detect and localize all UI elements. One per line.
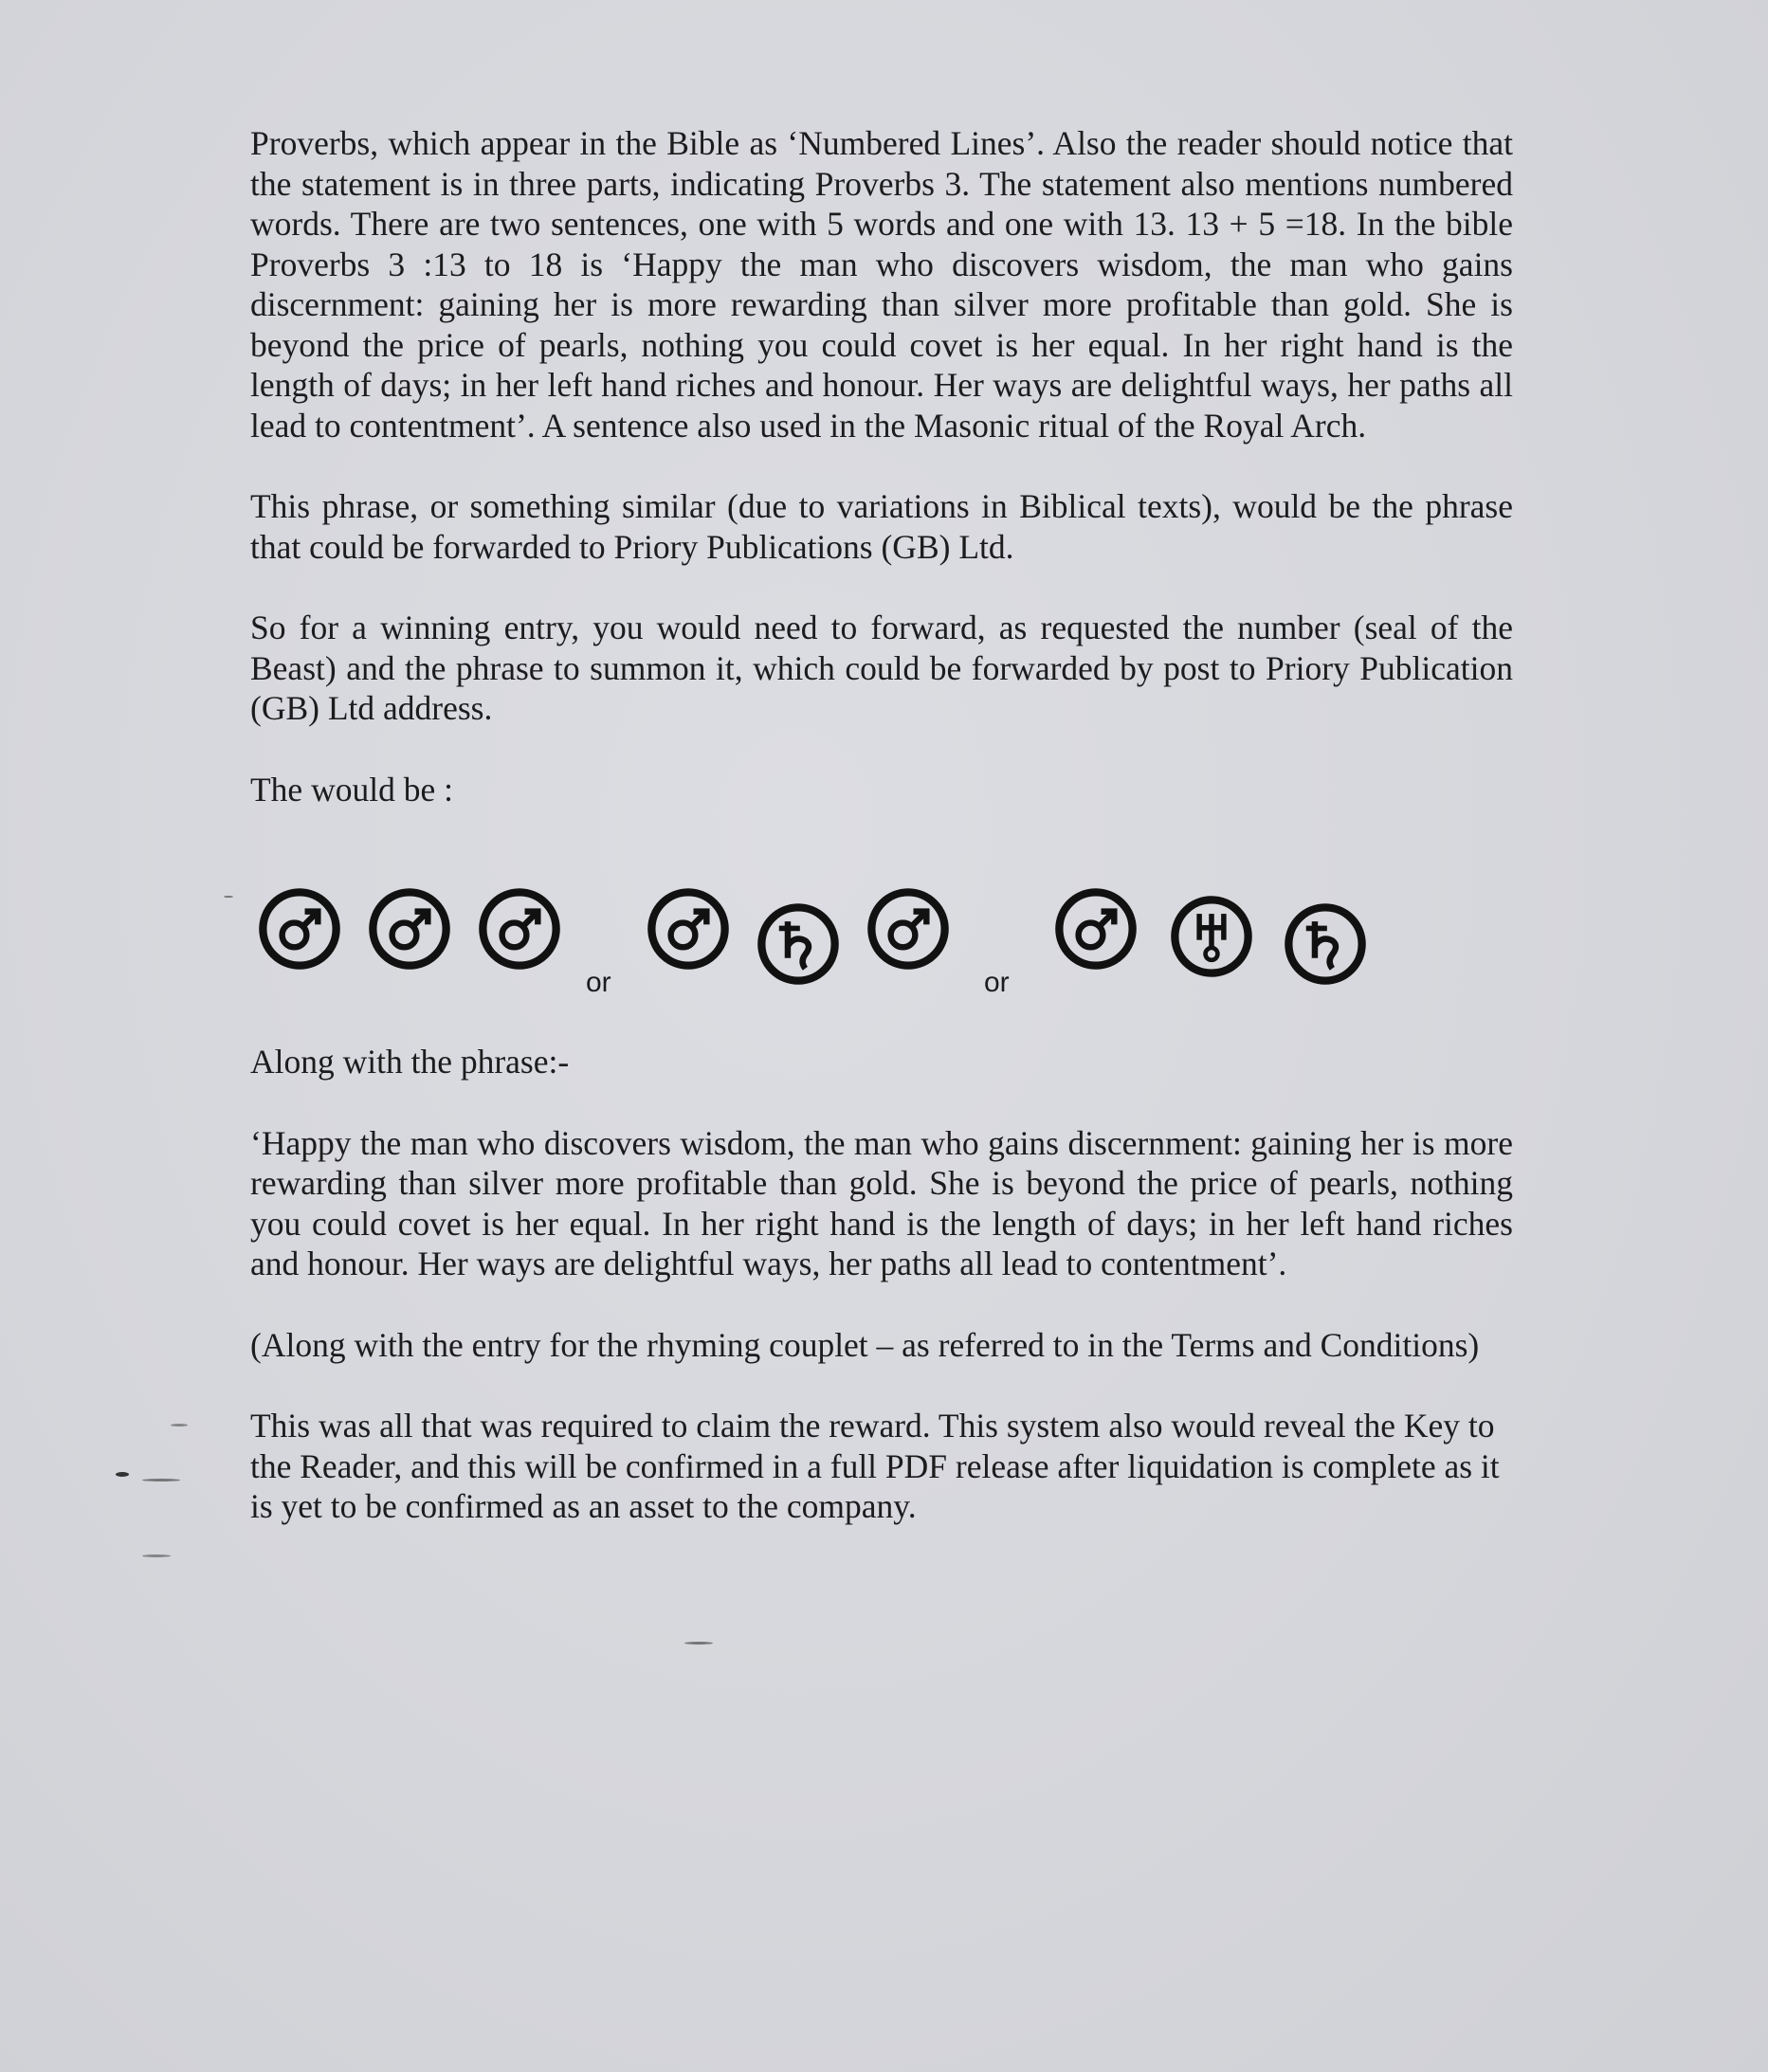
paragraph-would-be: The would be : [250, 770, 453, 809]
mars-icon [476, 885, 563, 972]
paragraph-winning-entry: So for a winning entry, you would need to forward, as requested the number (seal of the Beast) and the phrase to summon it, which could be forwarded by post to Priory Publication (GB) Ltd address. [250, 609, 1513, 727]
scan-speck [142, 1554, 171, 1557]
paragraph-along-with: Along with the phrase:- [250, 1043, 570, 1081]
saturn-icon [755, 900, 842, 988]
scan-speck [224, 896, 233, 898]
paragraph-phrase-forwarded: This phrase, or something similar (due to variations in Biblical texts), would be the phrase that could be forwarded to Priory Publications (GB) Ltd. [250, 487, 1513, 566]
mars-icon [366, 885, 453, 972]
planet-symbols-row [250, 880, 1388, 1003]
uranus-icon [1168, 893, 1255, 980]
mars-icon [865, 885, 952, 972]
document-page [250, 123, 1513, 809]
mars-icon [645, 885, 732, 972]
scan-speck [116, 1472, 129, 1477]
or-separator: or [586, 967, 611, 998]
or-separator: or [984, 967, 1010, 998]
scan-speck [684, 1642, 713, 1645]
paragraph-proverbs: Proverbs, which appear in the Bible as ‘Numbered Lines’. Also the reader should notice that the statement is in three parts, indicating Proverbs 3. The statement also mentions numbered words. There are two sentences, one with 5 words and one with 13. 13 + 5 =18. In the bible Proverbs 3 :13 to 18 is ‘Happy the man who discovers wisdom, the man who gains discernment: gaining her is more rewarding than silver more profitable than gold. She is beyond the price of pearls, nothing you could covet is her equal. In her right hand is the length of days; in her left hand riches and honour. Her ways are delightful ways, her paths all lead to contentment’. A sentence also used in the Masonic ritual of the Royal Arch. [250, 124, 1513, 445]
saturn-icon [1282, 900, 1369, 988]
scan-speck [142, 1479, 180, 1481]
mars-icon [1052, 885, 1139, 972]
scan-speck [171, 1424, 188, 1427]
mars-icon [256, 885, 343, 972]
paragraph-claim-reward: This was all that was required to claim the reward. This system also would reveal the Key to the Reader, and this will be confirmed in a full PDF release after liquidation is complete as it is yet to be confirmed as an asset to the company. [250, 1407, 1500, 1525]
paragraph-quoted-proverb: ‘Happy the man who discovers wisdom, the man who gains discernment: gaining her is more rewarding than silver more profitable than gold. She is beyond the price of pearls, nothing you could covet is her equal. In her right hand is the length of days; in her left hand riches and honour. Her ways are delightful ways, her paths all lead to contentment’. [250, 1123, 1513, 1282]
document-page-lower [250, 1042, 1513, 1527]
paragraph-rhyming-couplet: (Along with the entry for the rhyming couplet – as referred to in the Terms and Conditions) [250, 1325, 1480, 1364]
